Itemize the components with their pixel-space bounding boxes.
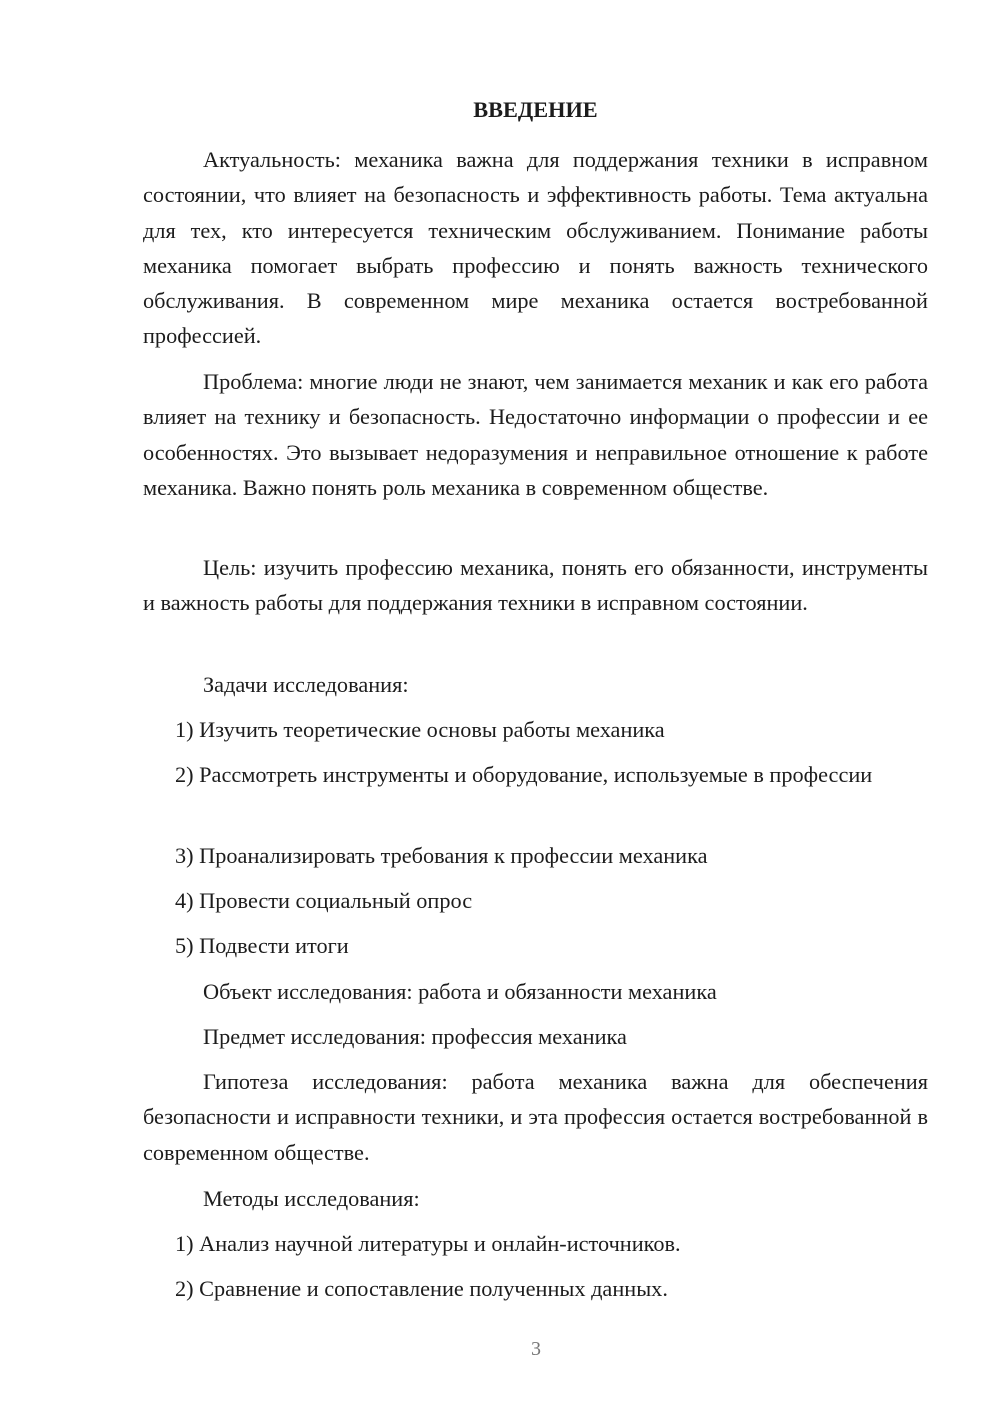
- task-item: 4) Провести социальный опрос: [175, 888, 473, 913]
- tasks-heading: Задачи исследования:: [203, 672, 409, 697]
- task-item: 3) Проанализировать требования к профессии механика: [175, 843, 708, 868]
- methods-heading: Методы исследования:: [203, 1186, 420, 1211]
- task-item: 5) Подвести итоги: [175, 933, 349, 958]
- problem-paragraph: Проблема: многие люди не знают, чем занимается механик и как его работа влияет на технику и безопасность. Недостаточно информации о профессии и ее особенностях. Это вызывает недоразумения и неправильное отношение к работе механика. Важно понять роль механика в современном обществе.: [143, 369, 928, 500]
- page-title: ВВЕДЕНИЕ: [473, 97, 598, 122]
- task-item: 1) Изучить теоретические основы работы механика: [175, 717, 665, 742]
- page-number: 3: [531, 1338, 541, 1360]
- method-item: 1) Анализ научной литературы и онлайн-источников.: [175, 1231, 681, 1256]
- goal-paragraph: Цель: изучить профессию механика, понять его обязанности, инструменты и важность работы для поддержания техники в исправном состоянии.: [143, 555, 928, 616]
- object-paragraph: Объект исследования: работа и обязанности механика: [203, 979, 717, 1004]
- task-item: 2) Рассмотреть инструменты и оборудование, используемые в профессии: [175, 762, 873, 787]
- method-item: 2) Сравнение и сопоставление полученных данных.: [175, 1276, 668, 1301]
- relevance-paragraph: Актуальность: механика важна для поддержания техники в исправном состоянии, что влияет на безопасность и эффективность работы. Тема актуальна для тех, кто интересуется техническим обслуживанием. Понимание работы механика помогает выбрать профессию и понять важность технического обслуживания. В современном мире механика остается востребованной профессией.: [143, 147, 928, 349]
- hypothesis-paragraph: Гипотеза исследования: работа механика важна для обеспечения безопасности и исправности техники, и эта профессия остается востребованной в современном обществе.: [143, 1069, 928, 1165]
- subject-paragraph: Предмет исследования: профессия механика: [203, 1024, 627, 1049]
